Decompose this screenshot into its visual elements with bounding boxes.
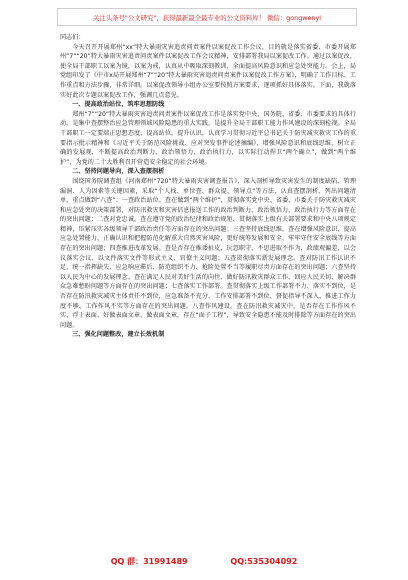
document-body xyxy=(60,33,356,340)
section-1-paragraph: 郑州“7”“20”特大暴雨灾害追责问责案件以案促改工作是落实党中央、国务院、省委、市委要求的具体行动，是集中查摆整治应急管理领域风险隐患的重大实践，是提升全局干部职工能力作风建设的深刻检视。全局干部职工一定要端正思想态度，提高站位，提升认识，认真学习贯彻习近平总书记关于防灾减灾救灾工作的重要指示批示精神和《习近平关于防范风险挑战、应对突发事件论述摘编》，增强风险意识和底线思维，树立正确的发展观，不断提高政治判断力、政治领悟力、政治执行力，以实际行动捍卫“两个确立”，做到“两个维护”，为党的二十大胜利召开营造安全稳定的社会环境。 xyxy=(60,110,356,166)
intro-paragraph: 今天召开开展郑州“xx”特大暴雨灾害追责问责案件以案促改工作会议，目的就是落实省委、市委开展郑州“7”“20”特大暴雨灾害追责问责案件以案促改工作会议精神，安排部署我局以案促改工作。通过以案促改，使全局干部职工以案为镜，以案为戒，认真从中吸取深刻教训，全面提高风险意识和应急处突能力。会上，局党组印发了《中市x局开展郑州“7”“20”特大暴雨灾害追责问责案件以案促改工作方案》，明确了工作目标、工作重点和方法步骤，非常详细。以案促改领导小组办公室要按照方案要求，逐项抓好具体落实。下面，我就落实好此次专题以案促改工作，强调几点意见。 xyxy=(60,43,356,99)
qq-group-label: QQ 群：31991489 xyxy=(110,557,188,566)
qq-label: QQ:535304092 xyxy=(230,557,298,566)
top-banner: 关注头条号"公文研究"，获得最新最全最专业的公文资料库！ 微信：gongwenyi xyxy=(57,8,357,26)
contact-footer xyxy=(0,556,408,567)
greeting: 同志们： xyxy=(60,34,85,41)
section-heading-1: 一、提高政治站位，筑牢思想防线 xyxy=(72,101,165,109)
section-2-paragraph: 围绕国务院调查组《河南郑州“720”特大暴雨灾害调查报告》，深入剖析导致灾害发生的制度缺陷、管理漏洞、人为因素等关键因素，采取“个人找、单位查、群众提、领导点”等方法，认真查摆剖析、列出问题清单，重点做到“八查”：一查政治站位。查在做到“两个维护”、贯彻落实党中央、省委、市委关于防灾救灾减灾和应急处突的决策部署，对防汛救灾和灾害信息报送工作的政治判断力、政治领悟力、政治执行力等方面存在的突出问题；二查对党忠诚。查在遵守党的政治纪律和政治规矩、贯彻落实上级有关部署要求和中央八项规定精神，压紧压实各级领导干部政治责任等方面存在的突出问题；三查坚持底线思维。查在增强风险意识，提高应急处置能力，正确认识和把握防范化解重大自然灾害风险，更好统筹发展和安全，牢牢守住安全底线等方面存在的突出问题；四查推进改革发展。查是否存在推诿扯皮、玩忽职守、不思进取不作为，政绩观偏差，以会议落实会议、以文件落实文件等形式主义、官僚主义问题；五查贯彻落实新发展理念。查对防汛工作认识不足，统一指挥缺失、应急响应滞后、防范组织不力、抢险处置不当等履职尽责方面存在的突出问题；六查坚持以人民为中心的发展理念。查在满足人民对美好生活的向往、做好防汛救灾群众工作，回应人民关切、解决群众急难愁盼问题等方面存在的突出问题；七查落实工作部署。查贯彻落实上级工作部署不力、落实不到位，是否存在防汛救灾减灾主体责任不到位，应急准备不充分、工作安排部署不到位、督促指导不深入、推进工作力度不够、工作作风不实等方面存在的突出问题。八查作风建设。查在防汛救灾减灾中，是否存在工作作风不实、浮于表面、好做表面文章、做表面文章，存在“面子工程”，导致安全隐患不能及时排除等方面存在的突出问题。 xyxy=(60,177,356,329)
section-heading-2: 二、坚持问题导向，深入查摆剖析 xyxy=(72,168,165,176)
section-heading-3: 三、强化问题整改，建立长效机制 xyxy=(72,331,165,339)
